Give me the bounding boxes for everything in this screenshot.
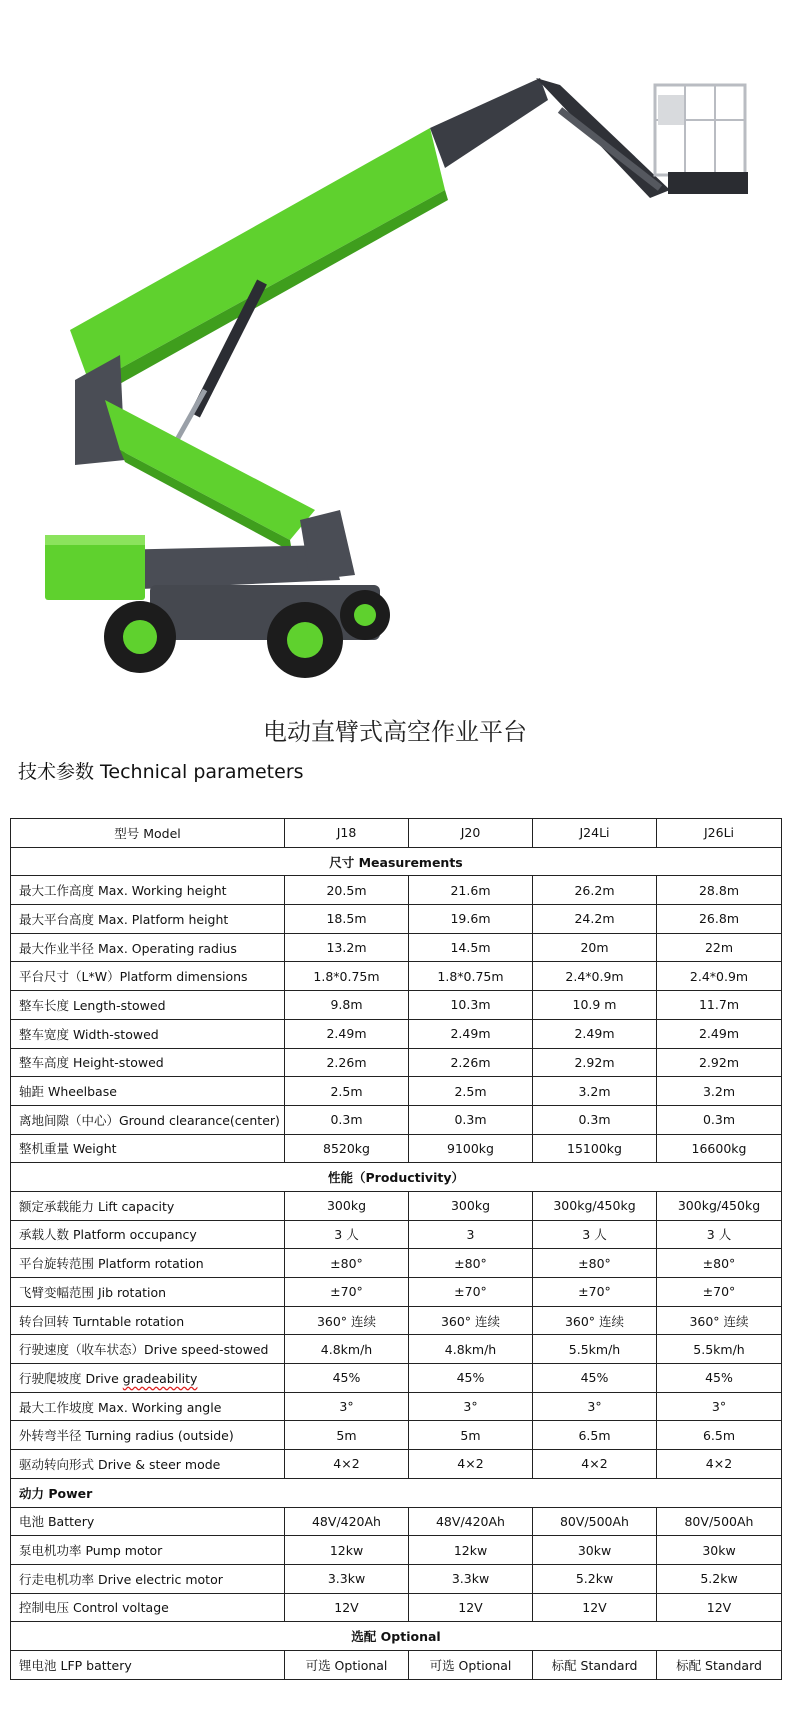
- row-value: 45%: [285, 1364, 409, 1393]
- row-value: 2.4*0.9m: [533, 962, 657, 991]
- table-section-row: [11, 1163, 782, 1192]
- row-value: 12kw: [409, 1536, 533, 1565]
- table-row: [11, 1536, 782, 1565]
- row-value: 9100kg: [409, 1134, 533, 1163]
- row-value: 20.5m: [285, 876, 409, 905]
- table-row: [11, 1249, 782, 1278]
- header-cell: J26Li: [657, 819, 782, 848]
- row-value: 13.2m: [285, 933, 409, 962]
- row-value: 16600kg: [657, 1134, 782, 1163]
- row-label: [11, 962, 285, 991]
- row-value: 360° 连续: [533, 1306, 657, 1335]
- table-row: [11, 1392, 782, 1421]
- jib-link: [560, 110, 660, 188]
- row-value: ±80°: [409, 1249, 533, 1278]
- wheel-hub: [354, 604, 376, 626]
- table-row: [11, 1564, 782, 1593]
- table-section-row: [11, 847, 782, 876]
- row-label-text: 锂电池 LFP battery: [19, 1657, 132, 1673]
- row-value: 28.8m: [657, 876, 782, 905]
- header-cell: J18: [285, 819, 409, 848]
- row-value: 300kg: [285, 1191, 409, 1220]
- row-value: 22m: [657, 933, 782, 962]
- table-row: [11, 1335, 782, 1364]
- table-row: [11, 1134, 782, 1163]
- row-label: [11, 1536, 285, 1565]
- spellcheck-underline: gradeability: [122, 1370, 198, 1386]
- row-value: ±70°: [657, 1278, 782, 1307]
- section-heading: 技术参数 Technical parameters: [18, 761, 304, 783]
- row-value: 45%: [409, 1364, 533, 1393]
- row-value: 80V/500Ah: [657, 1507, 782, 1536]
- row-value: 3.3kw: [285, 1564, 409, 1593]
- row-value: 5.2kw: [533, 1564, 657, 1593]
- row-value: 300kg/450kg: [533, 1191, 657, 1220]
- row-label: [11, 1220, 285, 1249]
- row-value: 45%: [657, 1364, 782, 1393]
- row-value: 0.3m: [533, 1105, 657, 1134]
- row-value: ±70°: [409, 1278, 533, 1307]
- row-label-text: 最大工作高度 Max. Working height: [19, 883, 227, 899]
- row-label-text: 驱动转向形式 Drive & steer mode: [19, 1456, 221, 1472]
- row-label-text: 行驶速度（收车状态）Drive speed-stowed: [19, 1342, 269, 1358]
- table-section-row: [11, 1478, 782, 1507]
- row-value: 48V/420Ah: [285, 1507, 409, 1536]
- row-label: [11, 933, 285, 962]
- table-row: [11, 991, 782, 1020]
- turntable-bracket: [300, 510, 355, 580]
- row-value: 10.9 m: [533, 991, 657, 1020]
- row-value: 360° 连续: [285, 1306, 409, 1335]
- row-value: 标配 Standard: [533, 1650, 657, 1679]
- row-value: ±80°: [657, 1249, 782, 1278]
- row-value: 3 人: [533, 1220, 657, 1249]
- row-label-text: 整车高度 Height-stowed: [19, 1055, 164, 1071]
- row-value: 21.6m: [409, 876, 533, 905]
- row-label: [11, 905, 285, 934]
- main-boom: [70, 128, 445, 385]
- row-value: 5.5km/h: [657, 1335, 782, 1364]
- table-row: [11, 1650, 782, 1679]
- aerial-work-platform-photo: [0, 0, 790, 690]
- row-value: 2.5m: [285, 1077, 409, 1106]
- row-label: [11, 1564, 285, 1593]
- table-row: [11, 1220, 782, 1249]
- row-value: 6.5m: [657, 1421, 782, 1450]
- row-label-text: 额定承载能力 Lift capacity: [19, 1198, 175, 1214]
- row-value: 30kw: [657, 1536, 782, 1565]
- row-value: 2.92m: [533, 1048, 657, 1077]
- table-row: [11, 1048, 782, 1077]
- row-label-text: 最大作业半径 Max. Operating radius: [19, 940, 237, 956]
- row-value: 2.49m: [657, 1019, 782, 1048]
- row-value: ±80°: [285, 1249, 409, 1278]
- row-label-text: 电池 Battery: [19, 1514, 95, 1530]
- spec-table: [10, 818, 782, 1680]
- row-value: 18.5m: [285, 905, 409, 934]
- row-value: 3°: [533, 1392, 657, 1421]
- row-value: 3.2m: [533, 1077, 657, 1106]
- row-value: 11.7m: [657, 991, 782, 1020]
- row-label: [11, 1450, 285, 1479]
- row-value: 12V: [409, 1593, 533, 1622]
- row-label: [11, 1019, 285, 1048]
- table-row: [11, 1105, 782, 1134]
- row-label-text: 整车长度 Length-stowed: [19, 997, 166, 1013]
- row-value: 4×2: [409, 1450, 533, 1479]
- row-value: 12kw: [285, 1536, 409, 1565]
- row-value: 8520kg: [285, 1134, 409, 1163]
- platform-floor: [668, 172, 748, 194]
- row-label-text: 最大平台高度 Max. Platform height: [19, 911, 229, 927]
- row-value: 80V/500Ah: [533, 1507, 657, 1536]
- row-value: 360° 连续: [657, 1306, 782, 1335]
- control-box: [658, 95, 684, 125]
- row-value: 2.92m: [657, 1048, 782, 1077]
- row-value: 5.2kw: [657, 1564, 782, 1593]
- row-label: [11, 876, 285, 905]
- row-value: 14.5m: [409, 933, 533, 962]
- row-value: 3°: [409, 1392, 533, 1421]
- section-title: 尺寸 Measurements: [11, 847, 782, 876]
- row-label-text: 离地间隙（中心）Ground clearance(center): [19, 1112, 280, 1128]
- row-value: 19.6m: [409, 905, 533, 934]
- table-row: [11, 876, 782, 905]
- row-value: ±70°: [533, 1278, 657, 1307]
- row-label: [11, 1364, 285, 1393]
- row-label: [11, 1191, 285, 1220]
- row-label: [11, 1278, 285, 1307]
- row-label-text: 轴距 Wheelbase: [19, 1084, 117, 1100]
- wheel-hub: [123, 620, 157, 654]
- row-value: 360° 连续: [409, 1306, 533, 1335]
- lower-green-arm: [105, 400, 315, 540]
- product-title: 电动直臂式高空作业平台: [263, 718, 527, 746]
- table-row: [11, 1450, 782, 1479]
- row-label-text: 控制电压 Control voltage: [19, 1600, 169, 1616]
- row-value: 3°: [657, 1392, 782, 1421]
- row-label-text: 行走电机功率 Drive electric motor: [19, 1571, 223, 1587]
- section-title: 性能（Productivity）: [11, 1163, 782, 1192]
- row-value: 3°: [285, 1392, 409, 1421]
- table-row: [11, 1306, 782, 1335]
- row-value: 2.49m: [533, 1019, 657, 1048]
- row-value: 4.8km/h: [409, 1335, 533, 1364]
- row-value: 4×2: [533, 1450, 657, 1479]
- section-title: 动力 Power: [11, 1478, 782, 1507]
- row-value: 12V: [285, 1593, 409, 1622]
- row-value: 3: [409, 1220, 533, 1249]
- table-row: [11, 1077, 782, 1106]
- row-value: 15100kg: [533, 1134, 657, 1163]
- row-label: [11, 991, 285, 1020]
- table-row: [11, 1507, 782, 1536]
- row-value: 2.49m: [285, 1019, 409, 1048]
- table-row: [11, 933, 782, 962]
- row-value: 2.49m: [409, 1019, 533, 1048]
- header-cell: J24Li: [533, 819, 657, 848]
- row-value: 1.8*0.75m: [409, 962, 533, 991]
- row-label: [11, 1421, 285, 1450]
- table-section-row: [11, 1622, 782, 1651]
- table-row: [11, 1191, 782, 1220]
- row-value: 48V/420Ah: [409, 1507, 533, 1536]
- row-value: 20m: [533, 933, 657, 962]
- row-value: 9.8m: [285, 991, 409, 1020]
- row-value: 3 人: [285, 1220, 409, 1249]
- row-value: 24.2m: [533, 905, 657, 934]
- row-value: 26.2m: [533, 876, 657, 905]
- upper-arm: [430, 78, 548, 168]
- row-value: 2.5m: [409, 1077, 533, 1106]
- wheel-hub: [287, 622, 323, 658]
- table-row: [11, 1364, 782, 1393]
- row-label: [11, 1335, 285, 1364]
- row-value: 5m: [285, 1421, 409, 1450]
- row-value: 45%: [533, 1364, 657, 1393]
- row-label: [11, 1048, 285, 1077]
- row-value: 12V: [533, 1593, 657, 1622]
- row-value: 3.3kw: [409, 1564, 533, 1593]
- table-row: [11, 1019, 782, 1048]
- row-label: [11, 1392, 285, 1421]
- header-cell: J20: [409, 819, 533, 848]
- counterweight-top: [45, 535, 145, 545]
- row-label-text: 承载人数 Platform occupancy: [19, 1227, 197, 1243]
- row-value: ±70°: [285, 1278, 409, 1307]
- row-value: 10.3m: [409, 991, 533, 1020]
- row-value: 标配 Standard: [657, 1650, 782, 1679]
- row-value: 0.3m: [409, 1105, 533, 1134]
- row-label-text: 整车宽度 Width-stowed: [19, 1026, 159, 1042]
- row-value: 6.5m: [533, 1421, 657, 1450]
- row-value: 4×2: [657, 1450, 782, 1479]
- table-row: [11, 905, 782, 934]
- row-label: [11, 1249, 285, 1278]
- row-label-text: 最大工作坡度 Max. Working angle: [19, 1399, 222, 1415]
- row-value: 2.26m: [285, 1048, 409, 1077]
- row-label-text: 飞臂变幅范围 Jib rotation: [19, 1284, 167, 1300]
- row-label: [11, 1077, 285, 1106]
- header-model: 型号 Model: [11, 819, 285, 848]
- row-label-text: 整机重量 Weight: [19, 1141, 117, 1157]
- row-value: 2.4*0.9m: [657, 962, 782, 991]
- row-value: 5.5km/h: [533, 1335, 657, 1364]
- row-value: 300kg/450kg: [657, 1191, 782, 1220]
- row-value: 4×2: [285, 1450, 409, 1479]
- row-label: [11, 1306, 285, 1335]
- table-row: [11, 962, 782, 991]
- row-label-text: 平台旋转范围 Platform rotation: [19, 1256, 204, 1272]
- row-value: 2.26m: [409, 1048, 533, 1077]
- row-label-text: 泵电机功率 Pump motor: [19, 1543, 163, 1559]
- row-label-text: 外转弯半径 Turning radius (outside): [19, 1428, 234, 1444]
- row-label: [11, 1593, 285, 1622]
- row-label: [11, 1105, 285, 1134]
- row-label: [11, 1650, 285, 1679]
- row-value: 可选 Optional: [285, 1650, 409, 1679]
- row-value: ±80°: [533, 1249, 657, 1278]
- row-value: 30kw: [533, 1536, 657, 1565]
- row-value: 3.2m: [657, 1077, 782, 1106]
- row-value: 26.8m: [657, 905, 782, 934]
- table-header-row: [11, 819, 782, 848]
- table-row: [11, 1421, 782, 1450]
- table-row: [11, 1593, 782, 1622]
- row-label-text: 平台尺寸（L*W）Platform dimensions: [19, 969, 248, 985]
- row-value: 12V: [657, 1593, 782, 1622]
- row-value: 可选 Optional: [409, 1650, 533, 1679]
- table-row: [11, 1278, 782, 1307]
- row-label-text: 行驶爬坡度 Drive gradeability: [19, 1370, 198, 1386]
- row-value: 0.3m: [657, 1105, 782, 1134]
- row-label: [11, 1507, 285, 1536]
- section-title: 选配 Optional: [11, 1622, 782, 1651]
- row-label-text: 转台回转 Turntable rotation: [19, 1313, 185, 1329]
- row-label: [11, 1134, 285, 1163]
- row-value: 4.8km/h: [285, 1335, 409, 1364]
- row-value: 300kg: [409, 1191, 533, 1220]
- row-value: 3 人: [657, 1220, 782, 1249]
- counterweight: [45, 540, 145, 600]
- row-value: 0.3m: [285, 1105, 409, 1134]
- row-value: 1.8*0.75m: [285, 962, 409, 991]
- row-value: 5m: [409, 1421, 533, 1450]
